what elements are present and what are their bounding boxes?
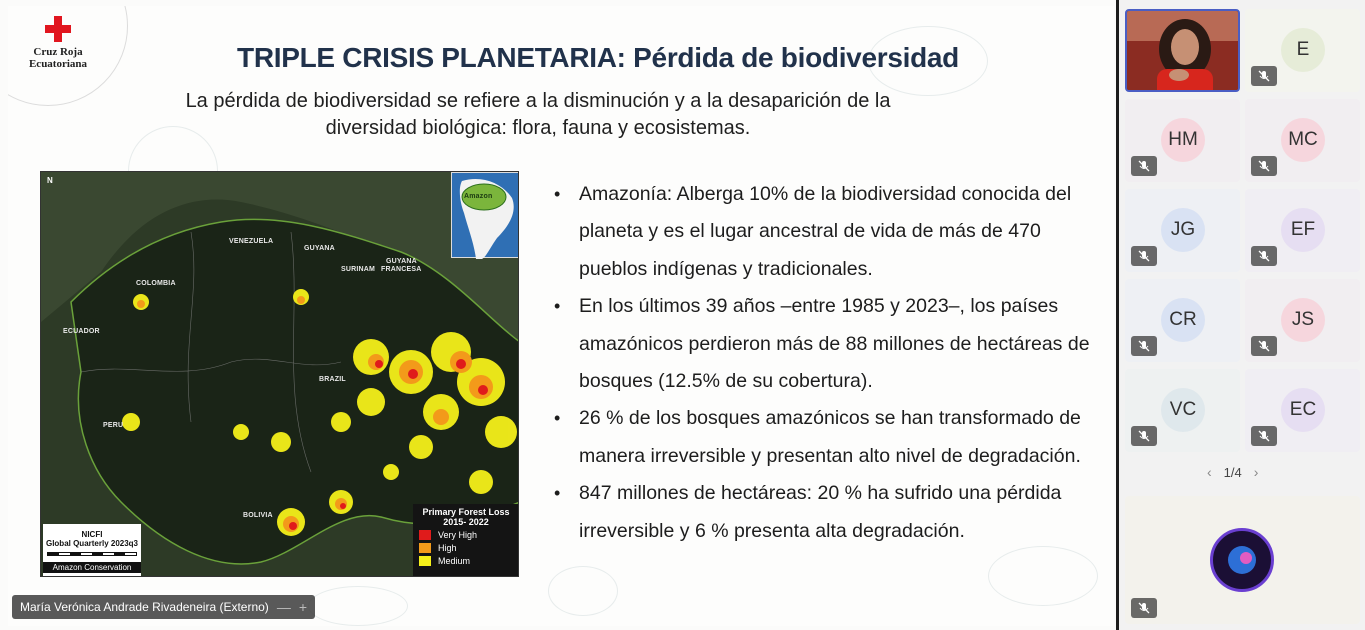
legend-label: High xyxy=(438,543,457,553)
participant-tile-ef[interactable] xyxy=(1245,189,1360,272)
legend-swatch-orange xyxy=(419,543,431,553)
participant-video-feed xyxy=(1127,11,1240,92)
logo-line2: Ecuatoriana xyxy=(28,58,88,70)
map-legend xyxy=(413,504,519,577)
legend-label: Medium xyxy=(438,556,471,566)
subtitle-line-1: La pérdida de biodiversidad se refiere a la disminución y a la desaparición de la xyxy=(185,90,891,112)
scale-bar xyxy=(47,552,137,556)
legend-item-medium xyxy=(419,556,513,566)
map-label-guyana: GUYANA xyxy=(304,245,335,252)
legend-swatch-red xyxy=(419,530,431,540)
slide-title: TRIPLE CRISIS PLANETARIA: Pérdida de biodiversidad xyxy=(237,42,959,73)
bullet-item: • Amazonía: Alberga 10% de la biodiversidad conocida del planeta y es el lugar ancestral de vida de más de 470 pueblos indígenas y tradicionales. xyxy=(552,176,1102,288)
participant-tile-cr[interactable] xyxy=(1125,279,1240,362)
map-label-venezuela: VENEZUELA xyxy=(229,238,274,245)
red-cross-icon xyxy=(45,16,71,42)
legend-label: Very High xyxy=(438,530,478,540)
scale-line-2: Global Quarterly 2023q3 xyxy=(45,539,139,548)
avatar: EF xyxy=(1281,208,1325,252)
scale-credit: Amazon Conservation xyxy=(43,562,141,573)
legend-item-very-high xyxy=(419,530,513,540)
legend-swatch-yellow xyxy=(419,556,431,566)
cruz-roja-logo xyxy=(18,16,98,86)
map-label-surinam: SURINAM xyxy=(341,266,376,273)
presentation-slide xyxy=(8,6,1114,626)
amazon-forest-loss-map xyxy=(40,171,519,577)
map-scale-box xyxy=(43,524,141,576)
expand-icon[interactable]: + xyxy=(298,599,307,615)
bullet-list xyxy=(552,176,1102,550)
muted-mic-icon[interactable] xyxy=(1251,426,1277,446)
avatar: VC xyxy=(1161,388,1205,432)
inset-label: Amazon xyxy=(464,193,493,200)
north-arrow: N xyxy=(47,176,53,185)
map-label-guyana-francesa-1: GUYANA xyxy=(386,258,417,265)
bullet-item: • 847 millones de hectáreas: 20 % ha sufrido una pérdida irreversible y 6 % presenta alta degradación. xyxy=(552,475,1102,550)
avatar: JS xyxy=(1281,298,1325,342)
participant-tile-vc[interactable] xyxy=(1125,369,1240,452)
muted-mic-icon[interactable] xyxy=(1131,426,1157,446)
muted-mic-icon[interactable] xyxy=(1131,598,1157,618)
next-page-icon[interactable]: › xyxy=(1253,464,1259,480)
map-label-guyana-francesa-2: FRANCESA xyxy=(381,266,422,273)
presenter-name-tag[interactable] xyxy=(12,595,315,619)
avatar: EC xyxy=(1281,388,1325,432)
muted-mic-icon[interactable] xyxy=(1131,336,1157,356)
minimize-icon[interactable]: — xyxy=(276,599,291,615)
map-label-colombia: COLOMBIA xyxy=(136,280,176,287)
participant-tile-mc[interactable] xyxy=(1245,99,1360,182)
participant-tile-video[interactable] xyxy=(1125,9,1240,92)
bullet-item: • En los últimos 39 años –entre 1985 y 2023–, los países amazónicos perdieron más de 88 millones de hectáreas de bosques (12.5% de su cobertura). xyxy=(552,288,1102,400)
avatar: JG xyxy=(1161,208,1205,252)
muted-mic-icon[interactable] xyxy=(1251,66,1277,86)
participant-tile-ec[interactable] xyxy=(1245,369,1360,452)
legend-title-2: 2015- 2022 xyxy=(443,517,489,527)
map-label-peru: PERU xyxy=(103,422,124,429)
south-america-inset-map xyxy=(451,172,519,258)
map-label-brazil: BRAZIL xyxy=(319,376,346,383)
avatar: HM xyxy=(1161,118,1205,162)
muted-mic-icon[interactable] xyxy=(1251,336,1277,356)
self-avatar-icon xyxy=(1210,528,1274,592)
avatar: E xyxy=(1281,28,1325,72)
participant-gallery xyxy=(1119,0,1365,630)
map-label-bolivia: BOLIVIA xyxy=(243,512,273,519)
presenter-name: María Verónica Andrade Rivadeneira (Externo) xyxy=(20,600,269,614)
avatar: CR xyxy=(1161,298,1205,342)
participant-tile-e[interactable] xyxy=(1245,9,1360,92)
avatar: MC xyxy=(1281,118,1325,162)
participant-tile-jg[interactable] xyxy=(1125,189,1240,272)
page-indicator: 1/4 xyxy=(1223,464,1242,480)
map-label-ecuador: ECUADOR xyxy=(63,328,100,335)
muted-mic-icon[interactable] xyxy=(1251,246,1277,266)
participant-tile-js[interactable] xyxy=(1245,279,1360,362)
self-view-tile[interactable] xyxy=(1125,496,1360,624)
legend-item-high xyxy=(419,543,513,553)
muted-mic-icon[interactable] xyxy=(1251,156,1277,176)
muted-mic-icon[interactable] xyxy=(1131,156,1157,176)
gallery-pager xyxy=(1207,464,1258,480)
participant-tile-hm[interactable] xyxy=(1125,99,1240,182)
bullet-item: • 26 % de los bosques amazónicos se han transformado de manera irreversible y presentan alto nivel de degradación. xyxy=(552,400,1102,475)
slide-subtitle xyxy=(128,88,948,142)
scale-line-1: NICFI xyxy=(81,530,103,539)
legend-title-1: Primary Forest Loss xyxy=(422,507,510,517)
prev-page-icon[interactable]: ‹ xyxy=(1207,464,1212,480)
muted-mic-icon[interactable] xyxy=(1131,246,1157,266)
logo-line1: Cruz Roja xyxy=(33,46,83,58)
subtitle-line-2: diversidad biológica: flora, fauna y ecosistemas. xyxy=(325,117,751,139)
